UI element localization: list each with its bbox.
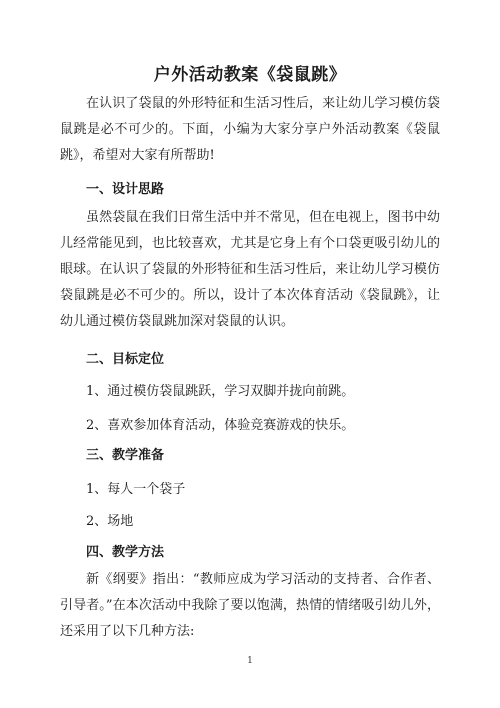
intro-paragraph: 在认识了袋鼠的外形特征和生活习性后，来让幼儿学习模仿袋鼠跳是必不可少的。下面，小编为大家分享户外活动教案《袋鼠跳》，希望对大家有所帮助! — [60, 96, 440, 163]
preparation-item-2: 2、场地 — [86, 514, 134, 529]
section-heading-methods: 四、教学方法 — [86, 545, 165, 560]
section-heading-design: 一、设计思路 — [86, 182, 165, 197]
preparation-item-1: 1、每人一个袋子 — [86, 482, 186, 497]
goal-item-2: 2、喜欢参加体育活动，体验竞赛游戏的快乐。 — [86, 418, 355, 433]
page-number: 1 — [247, 656, 253, 666]
goal-item-1: 1、通过模仿袋鼠跳跃，学习双脚并拢向前跳。 — [86, 384, 355, 399]
section-paragraph-methods: 新《纲要》指出：“教师应成为学习活动的支持者、合作者、引导者。”在本次活动中我除了要以饱满，热情的情绪吸引幼儿外，还采用了以下几种方法: — [60, 572, 440, 639]
section-heading-goals: 二、目标定位 — [86, 352, 165, 367]
section-heading-preparation: 三、教学准备 — [86, 448, 165, 463]
section-paragraph-design: 虽然袋鼠在我们日常生活中并不常见，但在电视上，图书中幼儿经常能见到，也比较喜欢，尤其是它身上有个口袋更吸引幼儿的眼球。在认识了袋鼠的外形特征和生活习性后，来让幼儿学习模仿袋鼠跳是必不可少的。所以，设计了本次体育活动《袋鼠跳》，让幼儿通过模仿袋鼠跳加深对袋鼠的认识。 — [60, 210, 440, 329]
document-title: 户外活动教案《袋鼠跳》 — [153, 65, 347, 85]
